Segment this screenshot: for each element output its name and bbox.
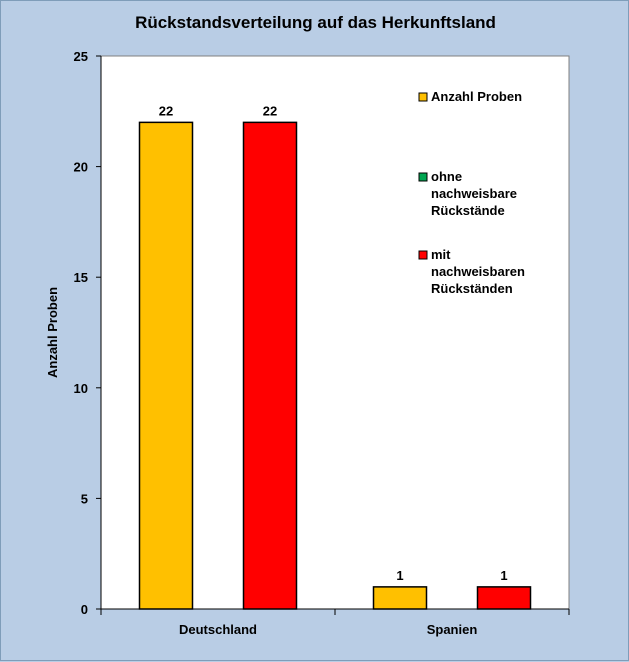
- legend-label: nachweisbaren: [431, 264, 525, 279]
- bar: [244, 122, 297, 609]
- y-tick-label: 10: [73, 380, 88, 396]
- chart-svg: [1, 1, 629, 662]
- legend-swatch: [419, 173, 427, 181]
- y-tick-label: 20: [73, 159, 88, 175]
- data-label: 1: [500, 567, 508, 583]
- legend-label: nachweisbare: [431, 186, 517, 201]
- y-tick-label: 5: [80, 491, 88, 507]
- data-label: 1: [396, 567, 404, 583]
- data-label: 22: [262, 103, 278, 119]
- y-tick-label: 0: [80, 602, 88, 617]
- legend-label: Rückständen: [431, 281, 513, 296]
- bar: [140, 122, 193, 609]
- bar: [374, 587, 427, 609]
- chart-title: Rückstandsverteilung auf das Herkunftsland: [135, 13, 496, 32]
- legend-label: Rückstände: [431, 203, 505, 218]
- bar: [478, 587, 531, 609]
- legend-swatch: [419, 251, 427, 259]
- data-label: 22: [158, 103, 174, 119]
- y-axis-title: Anzahl Proben: [45, 286, 60, 379]
- legend-label: Anzahl Proben: [431, 89, 523, 104]
- legend-swatch: [419, 93, 427, 101]
- y-tick-label: 25: [73, 49, 88, 64]
- x-tick-label: Deutschland: [178, 622, 258, 637]
- y-tick-label: 15: [73, 270, 88, 286]
- legend-label: ohne: [431, 169, 463, 184]
- x-tick-label: Spanien: [426, 622, 478, 637]
- legend-label: mit: [431, 247, 451, 262]
